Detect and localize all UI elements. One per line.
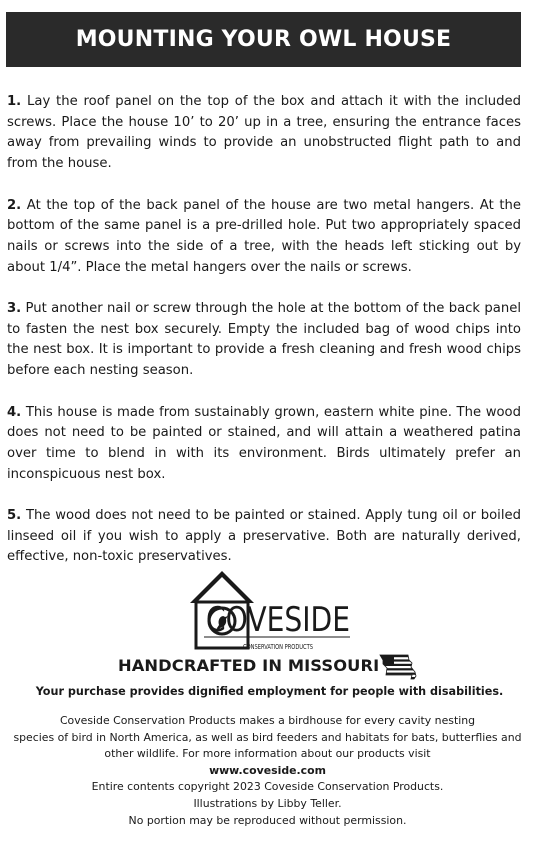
instruction-step-2 (7, 196, 521, 279)
instruction-step-3 (7, 299, 521, 382)
website-url: www.coveside.com (209, 763, 326, 777)
instruction-step-1 (7, 92, 521, 175)
instruction-step-4 (7, 403, 521, 486)
instruction-step-5 (7, 506, 521, 568)
mission-statement: Your purchase provides dignified employment for people with disabilities. (35, 685, 504, 698)
logo-wordmark: COVESIDE (206, 600, 350, 640)
footer (5, 713, 530, 829)
footer-line: Coveside Conservation Products makes a birdhouse for every cavity nesting (59, 714, 476, 727)
step-text: This house is made from sustainably grown, eastern white pine. The wood does not need to be painted or stained, and will attain a weathered patina over time to blend in with its environment. Birds ultimately prefer an inconspicuous nest box. (7, 404, 521, 482)
page-title: MOUNTING YOUR OWL HOUSE (75, 27, 452, 52)
tagline: HANDCRAFTED IN MISSOURI (118, 656, 380, 675)
footer-line: species of bird in North America, as well as bird feeders and habitats for bats, butterflies and (13, 730, 522, 744)
rights-notice: No portion may be reproduced without permission. (128, 813, 407, 827)
step-number: 3. (7, 301, 22, 316)
step-number: 4. (7, 404, 22, 420)
step-number: 1. (7, 94, 22, 109)
step-text: Lay the roof panel on the top of the box and attach it with the included screws. Place the house 10’ to 20’ up in a tree, ensuring the entrance faces away from prevailing winds to provide an unobstructed flight path to and from the house. (7, 94, 521, 172)
step-number: 5. (7, 508, 22, 523)
footer-line: other wildlife. For more information about our products visit (104, 747, 431, 761)
step-text: The wood does not need to be painted or stained. Apply tung oil or boiled linseed oil if you wish to apply a preservative. Both are naturally derived, effective, non-toxic preservatives. (7, 508, 521, 565)
coveside-logo (178, 569, 352, 653)
instructions-list (7, 92, 521, 589)
step-text: Put another nail or screw through the hole at the bottom of the back panel to fasten the nest box securely. Empty the included bag of wood chips into the nest box. It is important to provide a fresh cleaning and fresh wood chips before each nesting season. (7, 301, 521, 379)
logo-subtitle: CONSERVATION PRODUCTS (243, 643, 314, 651)
copyright: Entire contents copyright 2023 Coveside Conservation Products. (91, 780, 444, 794)
illustration-credit: Illustrations by Libby Teller. (193, 796, 342, 810)
step-number: 2. (7, 197, 22, 213)
title-banner (6, 12, 521, 67)
step-text: At the top of the back panel of the house are two metal hangers. At the bottom of the same panel is a pre-drilled hole. Put two appropriately spaced nails or screws into the side of a tree, with the heads left sticking out by about 1/4”. Place the metal hangers over the nails or screws. (7, 197, 521, 275)
missouri-flag-icon (378, 652, 418, 682)
tagline-row (0, 652, 539, 682)
